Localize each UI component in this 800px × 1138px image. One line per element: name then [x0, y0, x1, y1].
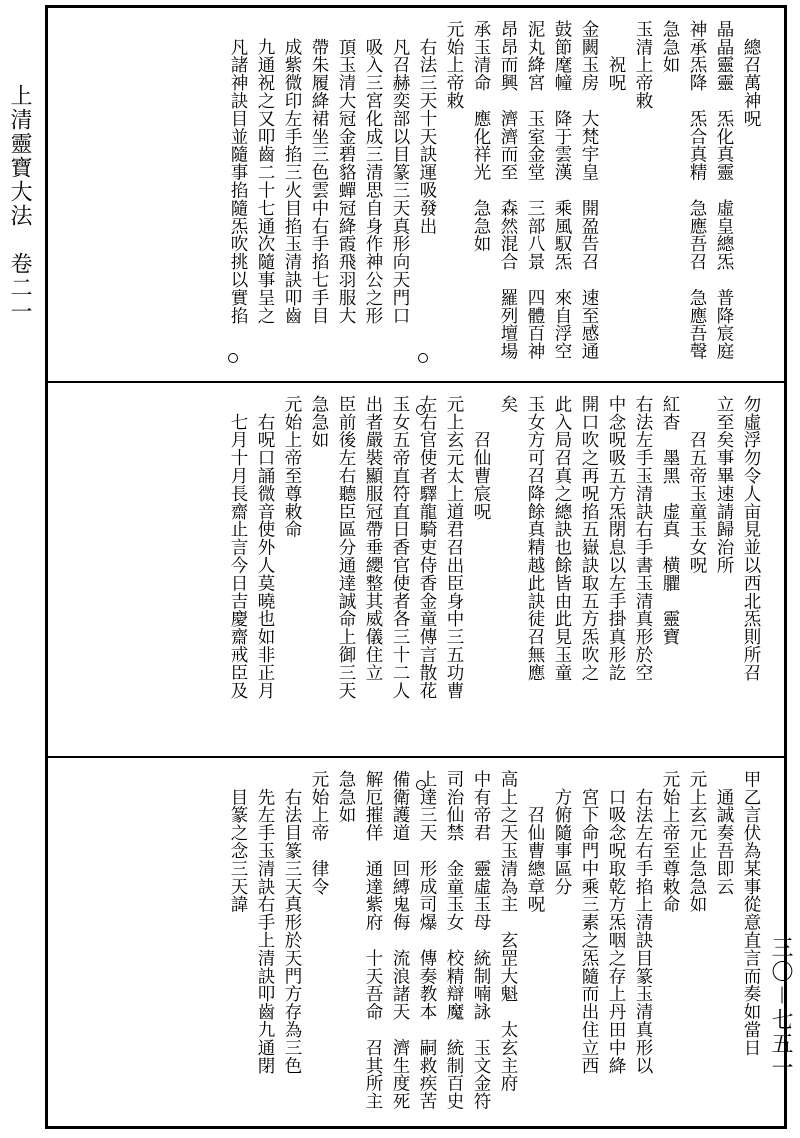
text-column: 紅杳 墨黑 虚真 横臞 靈寶: [660, 395, 680, 646]
text-column: 九通祝之又叩齒二十七通次隨事呈之: [255, 20, 275, 325]
text-column: 司治仙禁 金童玉女 校精辯魔 統制百史: [444, 770, 464, 1111]
text-column: 神承炁降 炁合真精 急應吾召 急應吾聲: [687, 20, 707, 361]
text-column: 鼓節麾幢 降于雲漢 乘風馭炁 來自浮空: [552, 20, 572, 361]
text-column: 右法目篆三天真形於天門方存為三色: [282, 770, 302, 1075]
text-column: 晶晶靈靈 炁化真靈 虛皇總炁 普降宸庭: [714, 20, 734, 361]
text-column: 昂昂而興 濟濟而至 森然混合 羅列壇場: [498, 20, 518, 361]
text-column: 泥丸絳宮 玉室金堂 三部八景 四體百神: [525, 20, 545, 361]
text-column: 左右官使者驛龍騎吏侍香金童傳言散花: [417, 395, 437, 700]
text-column: 目篆之念三天諱: [228, 770, 248, 914]
text-column: 玉清上帝敕: [633, 20, 653, 110]
text-column: 甲乙言伏為某事從意直言而奏如當日: [741, 770, 761, 1057]
text-column: 帶朱履絳裙坐三色雲中右手掐七手目: [309, 20, 329, 325]
text-column: 宮下命門中乘三素之炁隨而出住立西: [579, 770, 599, 1075]
text-column: 解厄摧佯 通達紫府 十天吾命 召其所主: [363, 770, 383, 1111]
punctuation-circle: [416, 405, 426, 415]
text-column: 金闕玉房 大梵宇皇 開盈告召 速至感通: [579, 20, 599, 361]
text-column: 此入局召真之總訣也餘皆由此見玉童: [552, 395, 572, 682]
text-column: 總召萬神呪: [741, 20, 761, 128]
text-column: 中念呪吸五方炁閉息以左手掛真形訖: [606, 395, 626, 682]
text-column: 凡諸神訣目並隨事掐隨炁吹挑以實掐: [228, 20, 248, 325]
page-frame: [45, 5, 787, 1129]
text-column: 急急如: [309, 395, 329, 449]
left-margin-title: 上清靈寶大法 卷二一: [7, 84, 32, 324]
text-column: 上達三天 形成司爆 傳奏教本 嗣救疾苦: [417, 770, 437, 1111]
text-column: 祝呪: [606, 20, 626, 92]
text-column: 急急如: [660, 20, 680, 74]
text-column: 元始上帝敕: [444, 20, 464, 110]
text-column: 高上之天玉清為主 玄罡大魁 太玄主府: [498, 770, 518, 1093]
text-column: 吸入三宮化成三清思自身作神公之形: [363, 20, 383, 325]
panel-lower: [48, 758, 784, 1128]
panel-middle: [48, 383, 784, 756]
text-column: 右法左手玉清訣右手書玉清真形於空: [633, 395, 653, 682]
text-column: 召五帝玉童玉女呪: [687, 395, 707, 574]
text-column: 玉女五帝直符直日香官使者各三十二人: [390, 395, 410, 700]
panel-middle-columns: [224, 395, 764, 699]
punctuation-circle: [228, 353, 238, 363]
text-column: 凡召赫奕部以目篆三天真形向天門口: [390, 20, 410, 325]
text-column: 元上玄元太上道君召出臣身中三五功曹: [444, 395, 464, 700]
text-column: 臣前後左右聽臣區分通達誠命上御三天: [336, 395, 356, 700]
text-column: 方俯隨事區分: [552, 770, 572, 896]
text-column: 成紫微印左手掐三火目掐玉清訣叩齒: [282, 20, 302, 325]
text-column: 元上玄元止急急如: [687, 770, 707, 914]
text-column: 右呪口誦微音使外人莫曉也如非正月: [255, 395, 275, 700]
punctuation-circle: [416, 780, 426, 790]
text-column: 矣: [498, 395, 518, 413]
text-column: 口吸念呪取乾方炁咽之存上丹田中絳: [606, 770, 626, 1075]
text-column: 召仙曹宸呪: [471, 395, 491, 521]
text-column: 備衛護道 回縛鬼侮 流浪諸天 濟生度死: [390, 770, 410, 1111]
text-column: 七月十月長齋止言今日吉慶齋戒臣及: [228, 395, 248, 700]
text-column: 元始上帝至尊敕命: [282, 395, 302, 539]
panel-upper-columns: [224, 20, 764, 360]
punctuation-circle: [418, 353, 428, 363]
text-column: 元始上帝 律令: [309, 770, 329, 896]
text-column: 承玉清命 應化祥光 急急如: [471, 20, 491, 253]
text-column: 急急如: [336, 770, 356, 824]
text-column: 出者嚴裝顯服冠帶垂纓整其威儀住立: [363, 395, 383, 682]
text-column: 立至矣事畢速請歸治所: [714, 395, 734, 574]
text-column: 先左手玉清訣右手上清訣叩齒九通閉: [255, 770, 275, 1075]
text-column: 開口吹之再呪掐五嶽訣取五方炁吹之: [579, 395, 599, 682]
text-column: 召仙曹總章呪: [525, 770, 545, 914]
text-column: 勿虛浮勿令人亩見並以西北炁則所召: [741, 395, 761, 682]
text-column: 右法左右手掐上清訣目篆玉清真形以: [633, 770, 653, 1075]
text-column: 通誠奏吾即云: [714, 770, 734, 896]
right-margin-page-number: 三〇－七五一: [768, 936, 793, 1081]
text-column: 頂玉清大冠金碧貉蟬冠絳霞飛羽服大: [336, 20, 356, 325]
panel-upper: [48, 8, 784, 381]
panel-lower-columns: [224, 770, 764, 1110]
text-column: 元始上帝至尊敕命: [660, 770, 680, 914]
text-column: 右法三天十天訣運吸發出: [417, 20, 437, 235]
text-column: 中有帝君 靈虛玉母 統制喃詠 玉文金符: [471, 770, 491, 1111]
text-column: 玉女方可召降餘真精越此訣徒召無應: [525, 395, 545, 682]
